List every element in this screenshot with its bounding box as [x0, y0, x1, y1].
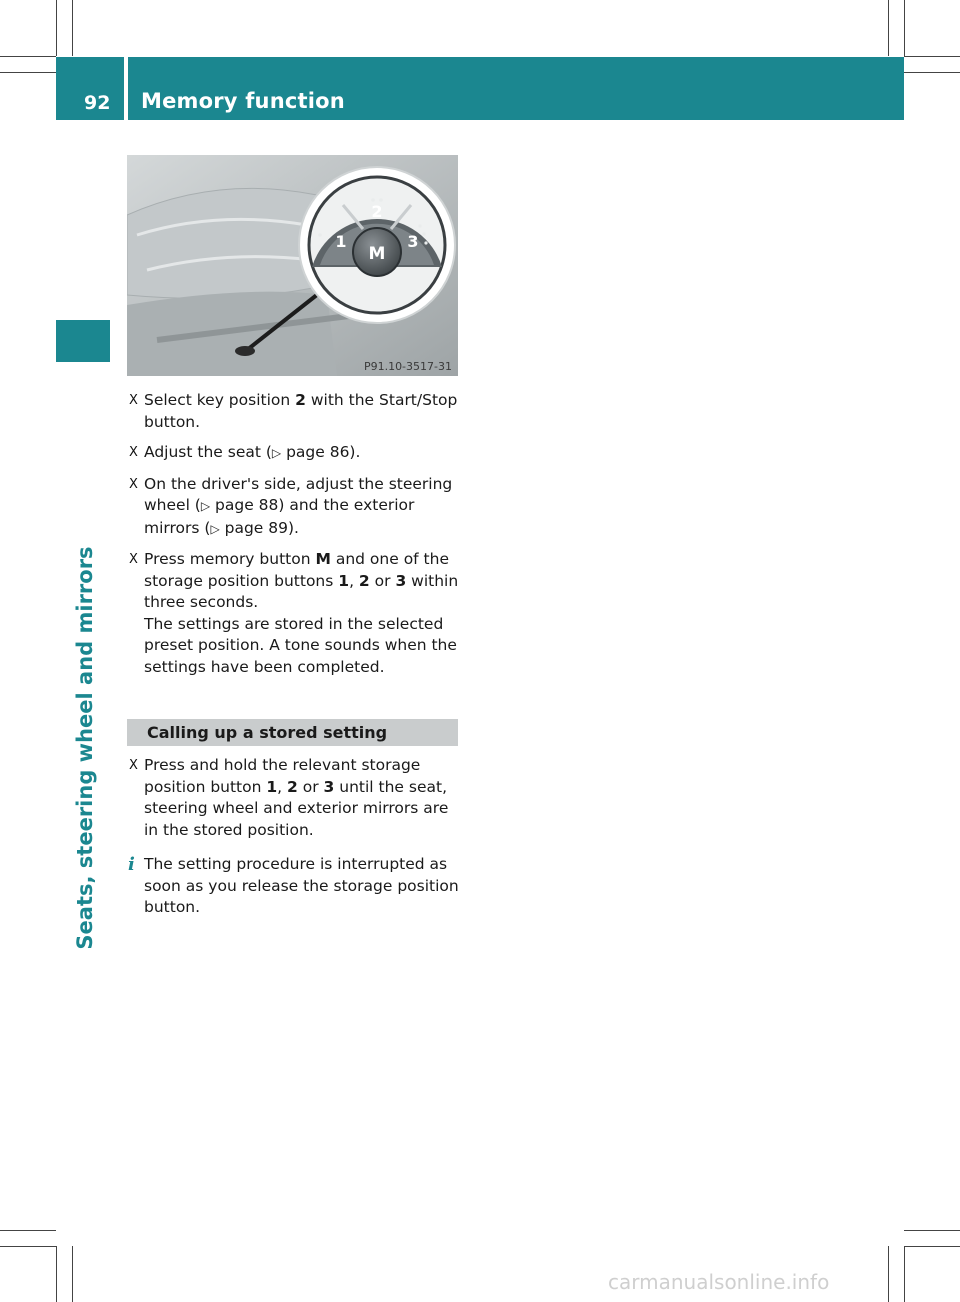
chapter-label: Seats, steering wheel and mirrors	[73, 546, 97, 950]
crop-mark	[0, 56, 56, 57]
button-ref: 3	[323, 777, 335, 796]
step-key-ref: 2	[295, 391, 306, 409]
memory-button-2-label: 2	[371, 202, 383, 221]
crop-mark	[904, 1246, 960, 1247]
step-text: or	[297, 777, 324, 796]
info-icon: i	[128, 854, 135, 875]
step-text: Press and hold the relevant storage position button	[144, 756, 421, 796]
step-text: and one of the storage position buttons	[144, 550, 449, 590]
button-ref: 1	[338, 571, 350, 590]
step-text: ,	[277, 777, 288, 796]
step-adjust-seat	[129, 442, 463, 465]
step-text: until the seat, steering wheel and exterior mirrors are in the stored position.	[144, 777, 449, 839]
memory-button-photo	[127, 155, 458, 376]
section-title: Memory function	[141, 89, 345, 113]
page-ref-link[interactable]: page 89).	[219, 518, 299, 537]
chapter-tab	[56, 320, 110, 362]
subsection-heading: Calling up a stored setting	[127, 719, 458, 746]
step-text: Adjust the seat (	[144, 443, 272, 461]
crop-mark	[56, 0, 57, 56]
step-marker-icon: X	[129, 552, 138, 567]
page-ref-icon: ▷	[200, 499, 211, 513]
step-marker-icon: X	[129, 393, 138, 408]
step-marker-icon: X	[129, 758, 138, 773]
figure-id: P91.10-3517-31	[363, 360, 452, 373]
page-ref-link[interactable]: page 86).	[281, 443, 361, 461]
info-note	[129, 854, 463, 919]
crop-mark	[0, 72, 56, 73]
crop-mark	[888, 0, 889, 56]
step-result: The settings are stored in the selected preset position. A tone sounds when the settings have been completed.	[144, 614, 457, 676]
memory-key-ref: M	[315, 550, 331, 568]
info-text: The setting procedure is interrupted as soon as you release the storage position button.	[144, 855, 459, 916]
crop-mark	[888, 1246, 889, 1302]
step-text: Select key position	[144, 391, 296, 409]
button-ref: 2	[287, 777, 298, 796]
memory-button-1-label: 1	[335, 232, 347, 251]
crop-mark	[72, 0, 73, 56]
step-text: or	[369, 571, 396, 590]
step-marker-icon: X	[129, 476, 138, 492]
crop-mark	[904, 1230, 960, 1231]
page-ref-icon: ▷	[210, 521, 220, 536]
crop-mark	[0, 1230, 56, 1231]
page-number: 92	[84, 92, 111, 114]
crop-mark	[904, 56, 960, 57]
step-select-key	[129, 390, 463, 433]
seat-illustration	[127, 155, 458, 376]
step-press-memory	[129, 549, 463, 678]
step-adjust-steering-mirrors	[129, 474, 463, 541]
header-divider	[124, 57, 128, 120]
crop-mark	[904, 0, 905, 56]
step-marker-icon: X	[129, 445, 138, 460]
step-text: On the driver's side, adjust the steering wheel (	[144, 474, 453, 514]
button-ref: 1	[266, 777, 278, 796]
step-text: Press memory button	[144, 550, 316, 568]
crop-mark	[72, 1246, 73, 1302]
crop-mark	[56, 1246, 57, 1302]
memory-button-3-label: 3	[407, 232, 419, 251]
button-ref: 3	[395, 571, 407, 590]
step-text: with the Start/Stop button.	[144, 391, 458, 431]
step-text: within three seconds.	[144, 571, 459, 611]
page-ref-link[interactable]: page 88) and the exterior mirrors (	[144, 496, 415, 537]
crop-mark	[904, 1246, 905, 1302]
instructions	[129, 390, 463, 919]
crop-mark	[904, 72, 960, 73]
memory-button-m-label: M	[368, 244, 386, 264]
step-text: ,	[349, 571, 359, 590]
button-ref: 2	[358, 571, 370, 590]
step-press-hold	[129, 755, 463, 841]
crop-mark	[0, 1246, 56, 1247]
watermark: carmanualsonline.info	[608, 1270, 830, 1294]
page-ref-icon: ▷	[271, 446, 282, 460]
